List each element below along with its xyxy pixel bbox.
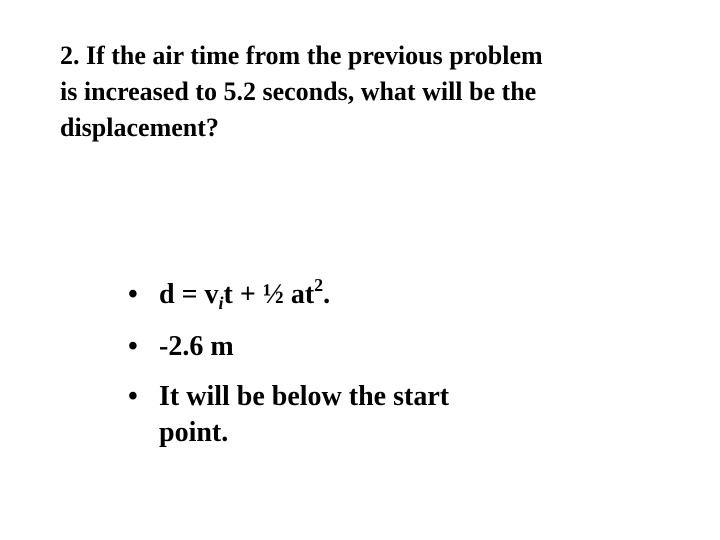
bullet-answer [128,329,688,365]
answer-bullet-list [128,277,688,467]
formula-part-3: . [323,279,331,310]
bullet-marker: • [128,331,138,362]
question-line-1: 2. If the air time from the previous problem [60,41,543,70]
conclusion-line-2: point. [159,417,229,448]
question-line-2: is increased to 5.2 seconds, what will be the [60,77,537,106]
answer-value: -2.6 m [159,331,234,362]
bullet-marker: • [128,279,138,310]
formula-subscript: i [218,293,224,313]
question-line-3: displacement? [60,113,219,142]
formula-superscript: 2 [314,275,324,295]
bullet-conclusion [128,379,688,451]
bullet-formula [128,277,688,313]
bullet-marker: • [128,381,138,412]
conclusion-line-1: It will be below the start [159,381,450,412]
question-text [60,38,700,146]
formula-part-2: t + ½ at [223,279,315,310]
formula-part-1: d = v [159,279,219,310]
